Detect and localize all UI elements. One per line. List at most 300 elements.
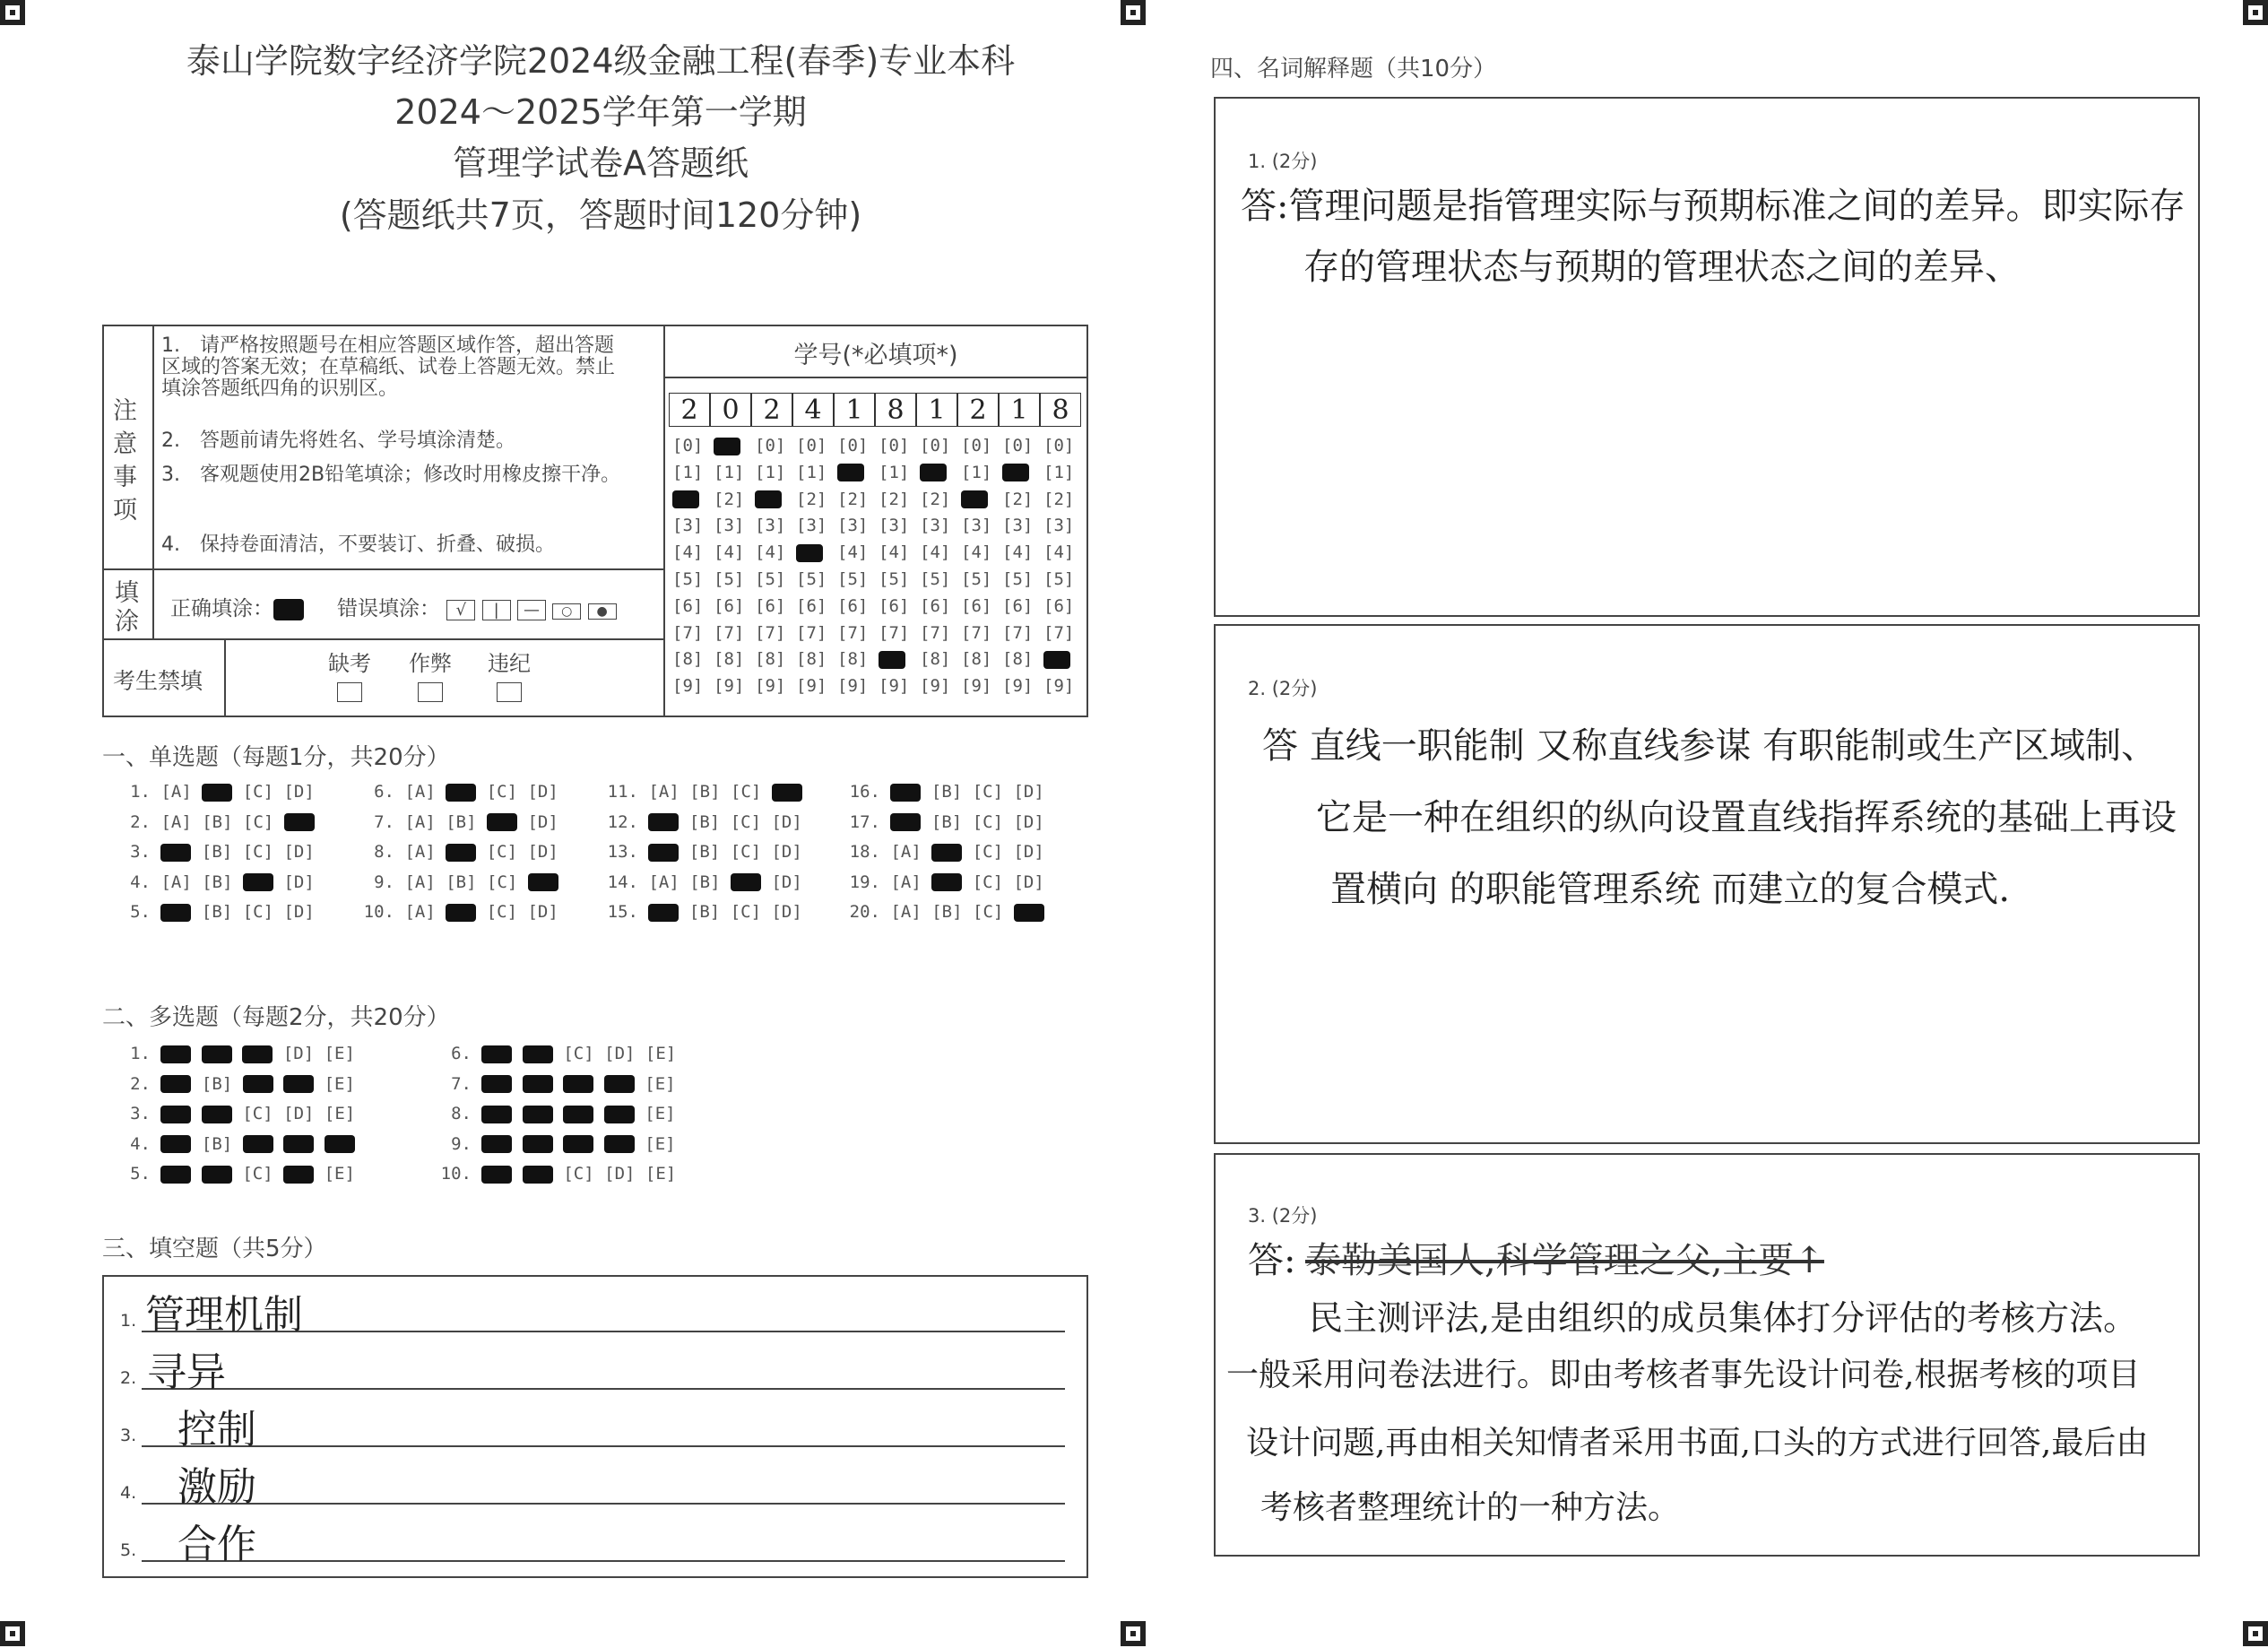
option-bubble[interactable]: [C] bbox=[242, 1164, 273, 1184]
single-choice-item bbox=[113, 812, 315, 832]
filled-bubble-icon bbox=[920, 464, 947, 481]
filled-option-icon[interactable] bbox=[446, 844, 476, 862]
q2-answer-line-2: 它是一种在组织的纵向设置直线指挥系统的基础上再设 bbox=[1316, 797, 2177, 838]
student-id-bubble[interactable]: [0] bbox=[1002, 436, 1034, 455]
option-bubble[interactable]: [C] bbox=[242, 902, 274, 922]
option-bubble[interactable]: [A] bbox=[404, 811, 436, 832]
student-id-bubble[interactable]: [3] bbox=[879, 516, 910, 536]
option-bubble[interactable]: [C] bbox=[730, 842, 762, 862]
option-bubble[interactable]: [E] bbox=[324, 1104, 356, 1123]
option-bubble[interactable]: [B] bbox=[202, 872, 233, 892]
question-number: 14. bbox=[607, 872, 638, 892]
question-number: 4. bbox=[130, 1133, 151, 1154]
filled-option-icon[interactable] bbox=[604, 1106, 635, 1123]
option-bubble[interactable]: [B] bbox=[202, 811, 233, 832]
student-id-bubble[interactable]: [6] bbox=[961, 595, 992, 616]
filled-bubble-icon bbox=[755, 490, 782, 508]
filled-option-icon[interactable] bbox=[563, 1106, 593, 1123]
student-id-bubble[interactable]: [1] bbox=[672, 462, 704, 482]
option-bubble[interactable]: [E] bbox=[324, 1164, 355, 1184]
option-bubble[interactable]: [D] bbox=[771, 872, 802, 892]
student-id-bubble[interactable]: [7] bbox=[796, 622, 827, 643]
option-bubble[interactable]: [D] bbox=[527, 902, 558, 922]
student-id-bubble[interactable]: [6] bbox=[1043, 595, 1075, 616]
student-id-bubble[interactable]: [0] bbox=[1043, 436, 1075, 455]
option-bubble[interactable]: [A] bbox=[404, 902, 436, 922]
student-id-bubble[interactable]: [0] bbox=[961, 436, 992, 455]
option-bubble[interactable]: [B] bbox=[446, 872, 477, 892]
filled-option-icon[interactable] bbox=[481, 1075, 512, 1093]
filled-option-icon[interactable] bbox=[160, 904, 191, 922]
option-bubble[interactable]: [E] bbox=[645, 1073, 676, 1094]
student-id-bubble[interactable]: [8] bbox=[672, 649, 704, 670]
blank-answer[interactable]: 激励 bbox=[177, 1464, 256, 1510]
student-id-bubble[interactable]: [7] bbox=[920, 622, 951, 643]
option-bubble[interactable]: [A] bbox=[404, 872, 436, 892]
student-id-bubble[interactable]: [8] bbox=[796, 649, 827, 670]
filled-option-icon[interactable] bbox=[931, 873, 962, 891]
option-bubble[interactable]: [A] bbox=[890, 872, 922, 892]
option-bubble[interactable]: [D] bbox=[771, 902, 802, 922]
option-bubble[interactable]: [E] bbox=[324, 1073, 355, 1094]
option-bubble[interactable]: [E] bbox=[324, 1044, 355, 1063]
option-bubble[interactable]: [D] bbox=[527, 842, 558, 862]
student-id-bubble[interactable]: [4] bbox=[1043, 542, 1075, 563]
notice-item-4: 4. 保持卷面清洁，不要装订、折叠、破损。 bbox=[161, 533, 555, 556]
filled-option-icon[interactable] bbox=[604, 1075, 635, 1093]
multi-choice-item bbox=[113, 1074, 355, 1094]
student-id-bubble[interactable]: [6] bbox=[1002, 595, 1034, 616]
filled-option-icon[interactable] bbox=[648, 844, 679, 862]
student-id-digit[interactable]: 8 bbox=[1040, 393, 1081, 427]
student-id-bubble[interactable]: [5] bbox=[920, 569, 951, 589]
student-id-bubble-filled[interactable] bbox=[1043, 649, 1070, 669]
student-id-bubble[interactable]: [0] bbox=[837, 436, 869, 455]
filled-option-icon[interactable] bbox=[772, 784, 802, 802]
blank-number: 2. bbox=[120, 1368, 137, 1388]
option-bubble[interactable]: [B] bbox=[688, 902, 721, 922]
student-id-bubble[interactable]: [6] bbox=[837, 595, 869, 616]
student-id-bubble[interactable]: [8] bbox=[755, 649, 786, 670]
question-number: 18. bbox=[849, 842, 880, 862]
student-id-bubble[interactable]: [4] bbox=[837, 542, 869, 563]
student-id-bubble[interactable]: [0] bbox=[755, 436, 786, 455]
blank-answer[interactable]: 管理机制 bbox=[145, 1292, 303, 1338]
single-choice-item bbox=[357, 872, 558, 892]
option-bubble[interactable]: [D] bbox=[604, 1164, 636, 1184]
option-bubble[interactable]: [B] bbox=[688, 842, 721, 862]
option-bubble[interactable]: [C] bbox=[972, 842, 1004, 862]
student-id-bubble[interactable]: [4] bbox=[755, 542, 786, 563]
option-bubble[interactable]: [A] bbox=[160, 782, 192, 802]
student-id-bubble[interactable]: [9] bbox=[1002, 676, 1034, 697]
student-id-bubble[interactable]: [0] bbox=[672, 436, 704, 455]
student-id-bubble-filled[interactable] bbox=[672, 490, 699, 509]
filled-option-icon[interactable] bbox=[283, 1166, 314, 1184]
student-id-bubble[interactable]: [0] bbox=[796, 436, 827, 455]
student-id-bubble[interactable]: [4] bbox=[961, 542, 992, 563]
option-bubble[interactable]: [C] bbox=[731, 782, 762, 802]
student-id-bubble[interactable]: [5] bbox=[879, 569, 910, 589]
student-id-bubble[interactable]: [8] bbox=[714, 649, 745, 670]
student-id-digit[interactable]: 4 bbox=[792, 393, 834, 427]
student-id-digit[interactable]: 1 bbox=[916, 393, 957, 427]
student-id-bubble-filled[interactable] bbox=[920, 463, 947, 482]
question-number: 5. bbox=[130, 1164, 151, 1184]
option-bubble[interactable]: [C] bbox=[243, 811, 274, 832]
option-bubble[interactable]: [D] bbox=[527, 811, 558, 832]
student-id-bubble[interactable]: [5] bbox=[672, 569, 704, 589]
correct-fill-text: 正确填涂： bbox=[170, 597, 273, 620]
student-id-bubble[interactable]: [7] bbox=[714, 622, 745, 643]
option-bubble[interactable]: [D] bbox=[283, 872, 315, 892]
option-bubble[interactable]: [D] bbox=[527, 782, 558, 802]
filled-option-icon[interactable] bbox=[243, 873, 273, 891]
section2-title: 二、多选题（每题2分，共20分） bbox=[102, 1004, 450, 1031]
student-id-bubble[interactable]: [9] bbox=[1043, 676, 1075, 697]
student-id-bubble[interactable]: [6] bbox=[879, 595, 910, 616]
option-bubble[interactable]: [E] bbox=[645, 1044, 677, 1063]
question-number: 2. bbox=[130, 1073, 151, 1094]
student-id-bubble[interactable]: [6] bbox=[672, 595, 704, 616]
filled-option-icon[interactable] bbox=[931, 844, 962, 862]
wrong-dash-icon: — bbox=[517, 600, 546, 620]
student-id-bubble[interactable]: [4] bbox=[672, 542, 704, 563]
student-id-bubble[interactable]: [5] bbox=[837, 569, 869, 589]
filled-option-icon[interactable] bbox=[523, 1075, 553, 1093]
filled-option-icon[interactable] bbox=[160, 844, 191, 862]
student-id-bubble[interactable]: [6] bbox=[714, 595, 745, 616]
single-choice-item bbox=[113, 872, 315, 892]
student-id-bubble[interactable]: [6] bbox=[920, 595, 951, 616]
option-bubble[interactable]: [D] bbox=[1013, 872, 1044, 892]
option-bubble[interactable]: [C] bbox=[486, 842, 518, 862]
question-number: 2. bbox=[130, 811, 151, 832]
option-bubble[interactable]: [D] bbox=[1013, 782, 1044, 802]
option-bubble[interactable]: [B] bbox=[689, 872, 721, 892]
question-number: 7. bbox=[451, 1073, 472, 1094]
student-id-bubble[interactable]: [9] bbox=[672, 676, 704, 697]
student-id-bubble[interactable]: [5] bbox=[796, 569, 827, 589]
single-choice-item bbox=[113, 782, 315, 802]
student-id-bubble[interactable]: [8] bbox=[1002, 649, 1034, 670]
filled-bubble-icon bbox=[1043, 651, 1070, 669]
question-number: 4. bbox=[130, 872, 151, 892]
option-bubble[interactable]: [D] bbox=[283, 782, 315, 802]
filled-option-icon[interactable] bbox=[202, 1166, 232, 1184]
student-id-bubble[interactable]: [9] bbox=[879, 676, 910, 697]
question-number: 12. bbox=[607, 811, 638, 832]
student-id-digit[interactable]: 0 bbox=[710, 393, 751, 427]
student-id-bubble[interactable]: [1] bbox=[879, 462, 910, 482]
student-id-bubble[interactable]: [4] bbox=[879, 542, 910, 563]
filled-option-icon[interactable] bbox=[731, 873, 761, 891]
filled-option-icon[interactable] bbox=[604, 1135, 635, 1153]
student-id-bubble[interactable]: [6] bbox=[796, 595, 827, 616]
option-bubble[interactable]: [C] bbox=[242, 782, 274, 802]
student-id-bubble[interactable]: [4] bbox=[714, 542, 745, 563]
wrong-check-icon: √ bbox=[446, 600, 475, 620]
exam-option-violate-checkbox[interactable] bbox=[497, 682, 522, 702]
student-id-bubble[interactable]: [5] bbox=[1043, 569, 1075, 589]
filled-option-icon[interactable] bbox=[325, 1135, 355, 1153]
option-bubble[interactable]: [D] bbox=[771, 842, 802, 862]
filled-option-icon[interactable] bbox=[523, 1166, 553, 1184]
filled-bubble-icon bbox=[961, 490, 988, 508]
option-bubble[interactable]: [C] bbox=[730, 902, 762, 922]
student-id-bubble[interactable]: [8] bbox=[920, 649, 951, 670]
divider bbox=[224, 638, 226, 717]
student-id-bubble[interactable]: [6] bbox=[755, 595, 786, 616]
student-id-bubble[interactable]: [7] bbox=[1043, 622, 1075, 643]
student-id-bubble[interactable]: [2] bbox=[1002, 489, 1034, 509]
section1-grid bbox=[113, 782, 1099, 934]
question-number: 6. bbox=[374, 782, 394, 802]
option-bubble[interactable]: [A] bbox=[648, 872, 680, 892]
option-bubble[interactable]: [C] bbox=[563, 1044, 594, 1063]
option-bubble[interactable]: [A] bbox=[404, 782, 436, 802]
option-bubble[interactable]: [E] bbox=[645, 1133, 676, 1154]
student-id-bubble[interactable]: [7] bbox=[879, 622, 910, 643]
filled-option-icon[interactable] bbox=[481, 1106, 512, 1123]
filled-option-icon[interactable] bbox=[283, 1075, 314, 1093]
blank-answer[interactable]: 合作 bbox=[177, 1522, 256, 1567]
student-id-digit[interactable]: 8 bbox=[875, 393, 916, 427]
multi-choice-item bbox=[434, 1164, 676, 1184]
student-id-bubble[interactable]: [4] bbox=[1002, 542, 1034, 563]
question-number: 20. bbox=[849, 902, 880, 922]
option-bubble[interactable]: [C] bbox=[486, 782, 518, 802]
student-id-bubble[interactable]: [7] bbox=[837, 622, 869, 643]
option-bubble[interactable]: [B] bbox=[688, 811, 721, 832]
option-bubble[interactable]: [C] bbox=[242, 842, 274, 862]
q2-answer-line-3: 置横向 的职能管理系统 而建立的复合模式. bbox=[1330, 869, 2011, 910]
option-bubble[interactable]: [B] bbox=[201, 842, 233, 862]
student-id-digit[interactable]: 2 bbox=[669, 393, 710, 427]
student-id-bubble-grid bbox=[672, 436, 1085, 705]
student-id-bubble[interactable]: [7] bbox=[755, 622, 786, 643]
student-id-bubble[interactable]: [0] bbox=[879, 436, 910, 455]
question-number: 10. bbox=[363, 902, 394, 922]
filled-option-icon[interactable] bbox=[487, 813, 517, 831]
filled-option-icon[interactable] bbox=[446, 784, 476, 802]
divider bbox=[102, 568, 663, 570]
student-id-bubble[interactable]: [3] bbox=[796, 516, 827, 536]
option-bubble[interactable]: [C] bbox=[486, 902, 518, 922]
option-bubble[interactable]: [C] bbox=[487, 872, 518, 892]
student-id-bubble[interactable]: [9] bbox=[714, 676, 745, 697]
filled-option-icon[interactable] bbox=[284, 813, 315, 831]
wrong-bar-icon: | bbox=[482, 600, 511, 620]
option-bubble[interactable]: [C] bbox=[730, 811, 762, 832]
filled-option-icon[interactable] bbox=[243, 1135, 273, 1153]
student-id-bubble-filled[interactable] bbox=[1002, 463, 1029, 482]
student-id-bubble[interactable]: [2] bbox=[1043, 489, 1075, 509]
student-id-bubble[interactable]: [5] bbox=[1002, 569, 1034, 589]
filled-option-icon[interactable] bbox=[523, 1106, 553, 1123]
filled-option-icon[interactable] bbox=[160, 1135, 191, 1153]
student-id-digit[interactable]: 2 bbox=[751, 393, 792, 427]
fill-label: 填涂 bbox=[115, 579, 139, 636]
single-choice-item bbox=[843, 782, 1044, 802]
option-bubble[interactable]: [B] bbox=[931, 902, 963, 922]
single-choice-item bbox=[357, 782, 558, 802]
student-id-bubble-filled[interactable] bbox=[837, 463, 864, 482]
filled-option-icon[interactable] bbox=[446, 904, 476, 922]
student-id-digit[interactable]: 1 bbox=[999, 393, 1040, 427]
student-id-bubble[interactable]: [9] bbox=[961, 676, 992, 697]
option-bubble[interactable]: [D] bbox=[282, 1044, 315, 1063]
filled-option-icon[interactable] bbox=[202, 784, 232, 802]
student-id-bubble[interactable]: [9] bbox=[920, 676, 951, 697]
multi-choice-item bbox=[113, 1044, 355, 1063]
option-bubble[interactable]: [C] bbox=[972, 872, 1004, 892]
option-bubble[interactable]: [D] bbox=[1013, 842, 1044, 862]
notice-label: 注意事项 bbox=[113, 397, 137, 525]
student-id-bubble[interactable]: [9] bbox=[755, 676, 786, 697]
filled-option-icon[interactable] bbox=[890, 813, 921, 831]
student-id-bubble[interactable]: [9] bbox=[796, 676, 827, 697]
filled-option-icon[interactable] bbox=[523, 1045, 553, 1063]
notice-item-3: 3. 客观题使用2B铅笔填涂；修改时用橡皮擦干净。 bbox=[161, 464, 621, 486]
option-bubble[interactable]: [D] bbox=[283, 1104, 315, 1123]
blank-answer[interactable]: 寻异 bbox=[147, 1349, 226, 1395]
filled-option-icon[interactable] bbox=[481, 1166, 512, 1184]
student-id-bubble[interactable]: [1] bbox=[961, 462, 992, 482]
question-number: 9. bbox=[374, 872, 394, 892]
student-id-bubble[interactable]: [9] bbox=[837, 676, 869, 697]
student-id-bubble[interactable]: [1] bbox=[1043, 462, 1075, 482]
filled-option-icon[interactable] bbox=[160, 1166, 191, 1184]
student-id-bubble[interactable]: [4] bbox=[920, 542, 951, 563]
filled-option-icon[interactable] bbox=[563, 1135, 593, 1153]
student-id-bubble[interactable]: [7] bbox=[672, 622, 704, 643]
option-bubble[interactable]: [B] bbox=[201, 902, 233, 922]
filled-option-icon[interactable] bbox=[648, 813, 679, 831]
option-bubble[interactable]: [A] bbox=[648, 782, 680, 802]
option-bubble[interactable]: [C] bbox=[972, 782, 1004, 802]
single-choice-item bbox=[601, 812, 802, 832]
student-id-bubble[interactable]: [3] bbox=[714, 516, 745, 536]
student-id-bubble[interactable]: [3] bbox=[672, 516, 704, 536]
student-id-bubble[interactable]: [8] bbox=[837, 649, 869, 670]
divider bbox=[663, 377, 1088, 378]
filled-option-icon[interactable] bbox=[242, 1045, 273, 1063]
student-id-digit[interactable]: 1 bbox=[834, 393, 875, 427]
filled-option-icon[interactable] bbox=[1014, 904, 1044, 922]
option-bubble[interactable]: [D] bbox=[283, 902, 315, 922]
option-bubble[interactable]: [B] bbox=[931, 782, 963, 802]
option-bubble[interactable]: [C] bbox=[563, 1164, 594, 1184]
filled-option-icon[interactable] bbox=[563, 1075, 593, 1093]
filled-option-icon[interactable] bbox=[481, 1045, 512, 1063]
filled-option-icon[interactable] bbox=[648, 904, 679, 922]
option-bubble[interactable]: [A] bbox=[404, 842, 436, 862]
student-id-bubble-filled[interactable] bbox=[755, 490, 782, 509]
student-id-bubble[interactable]: [3] bbox=[1043, 516, 1075, 536]
exam-option-cheat-checkbox[interactable] bbox=[418, 682, 443, 702]
filled-option-icon[interactable] bbox=[202, 1045, 232, 1063]
question-number: 5. bbox=[130, 902, 151, 922]
filled-option-icon[interactable] bbox=[890, 784, 921, 802]
filled-option-icon[interactable] bbox=[528, 873, 558, 891]
filled-option-icon[interactable] bbox=[160, 1106, 191, 1123]
student-id-bubble[interactable]: [1] bbox=[796, 462, 827, 482]
student-id-bubble[interactable]: [3] bbox=[1002, 516, 1034, 536]
single-choice-item bbox=[357, 812, 558, 832]
student-id-bubble-filled[interactable] bbox=[714, 436, 740, 455]
exam-option-cheat-label: 作弊 bbox=[409, 651, 452, 676]
option-bubble[interactable]: [D] bbox=[604, 1044, 636, 1063]
option-bubble[interactable]: [E] bbox=[645, 1104, 676, 1123]
single-choice-item bbox=[843, 902, 1044, 922]
option-bubble[interactable]: [B] bbox=[201, 1133, 233, 1154]
option-bubble[interactable]: [B] bbox=[689, 782, 721, 802]
student-id-bubble[interactable]: [2] bbox=[879, 489, 910, 509]
filled-option-icon[interactable] bbox=[481, 1135, 512, 1153]
student-id-bubble[interactable]: [3] bbox=[920, 516, 951, 536]
student-id-bubble[interactable]: [8] bbox=[961, 649, 992, 670]
student-id-bubble[interactable]: [5] bbox=[714, 569, 745, 589]
option-bubble[interactable]: [D] bbox=[283, 842, 315, 862]
student-id-bubble-filled[interactable] bbox=[796, 542, 823, 562]
option-bubble[interactable]: [B] bbox=[446, 811, 477, 832]
student-id-digit[interactable]: 2 bbox=[957, 393, 999, 427]
option-bubble[interactable]: [A] bbox=[160, 872, 192, 892]
exam-option-absent-checkbox[interactable] bbox=[337, 682, 362, 702]
option-bubble[interactable]: [A] bbox=[160, 811, 192, 832]
divider bbox=[663, 325, 665, 717]
student-id-bubble[interactable]: [2] bbox=[796, 489, 827, 509]
option-bubble[interactable]: [B] bbox=[931, 811, 963, 832]
option-bubble[interactable]: [A] bbox=[890, 902, 922, 922]
option-bubble[interactable]: [D] bbox=[1013, 811, 1044, 832]
student-id-bubble[interactable]: [5] bbox=[755, 569, 786, 589]
option-bubble[interactable]: [A] bbox=[890, 842, 922, 862]
student-id-bubble[interactable]: [3] bbox=[837, 516, 869, 536]
student-id-bubble[interactable]: [5] bbox=[961, 569, 992, 589]
student-id-bubble[interactable]: [1] bbox=[755, 462, 786, 482]
option-bubble[interactable]: [C] bbox=[242, 1104, 273, 1123]
student-id-bubble-filled[interactable] bbox=[879, 649, 905, 669]
filled-option-icon[interactable] bbox=[523, 1135, 553, 1153]
divider bbox=[152, 325, 154, 638]
student-id-bubble[interactable]: [7] bbox=[961, 622, 992, 643]
student-id-bubble[interactable]: [2] bbox=[920, 489, 951, 509]
option-bubble[interactable]: [B] bbox=[201, 1073, 233, 1094]
student-id-bubble[interactable]: [2] bbox=[714, 489, 745, 509]
student-id-bubble[interactable]: [3] bbox=[755, 516, 786, 536]
option-bubble[interactable]: [D] bbox=[771, 811, 802, 832]
student-id-bubble[interactable]: [3] bbox=[961, 516, 992, 536]
filled-bubble-icon bbox=[837, 464, 864, 481]
filled-option-icon[interactable] bbox=[243, 1075, 273, 1093]
single-choice-item bbox=[843, 872, 1044, 892]
option-bubble[interactable]: [C] bbox=[973, 902, 1004, 922]
filled-option-icon[interactable] bbox=[160, 1045, 191, 1063]
filled-option-icon[interactable] bbox=[202, 1106, 232, 1123]
student-id-bubble[interactable]: [0] bbox=[920, 436, 951, 455]
student-id-bubble-filled[interactable] bbox=[961, 490, 988, 509]
student-id-bubble[interactable]: [7] bbox=[1002, 622, 1034, 643]
filled-option-icon[interactable] bbox=[160, 1075, 191, 1093]
option-bubble[interactable]: [E] bbox=[645, 1164, 677, 1184]
student-id-bubble[interactable]: [1] bbox=[714, 462, 745, 482]
option-bubble[interactable]: [C] bbox=[972, 811, 1004, 832]
filled-option-icon[interactable] bbox=[283, 1135, 314, 1153]
blank-answer[interactable]: 控制 bbox=[177, 1407, 256, 1453]
student-id-bubble[interactable]: [2] bbox=[837, 489, 869, 509]
